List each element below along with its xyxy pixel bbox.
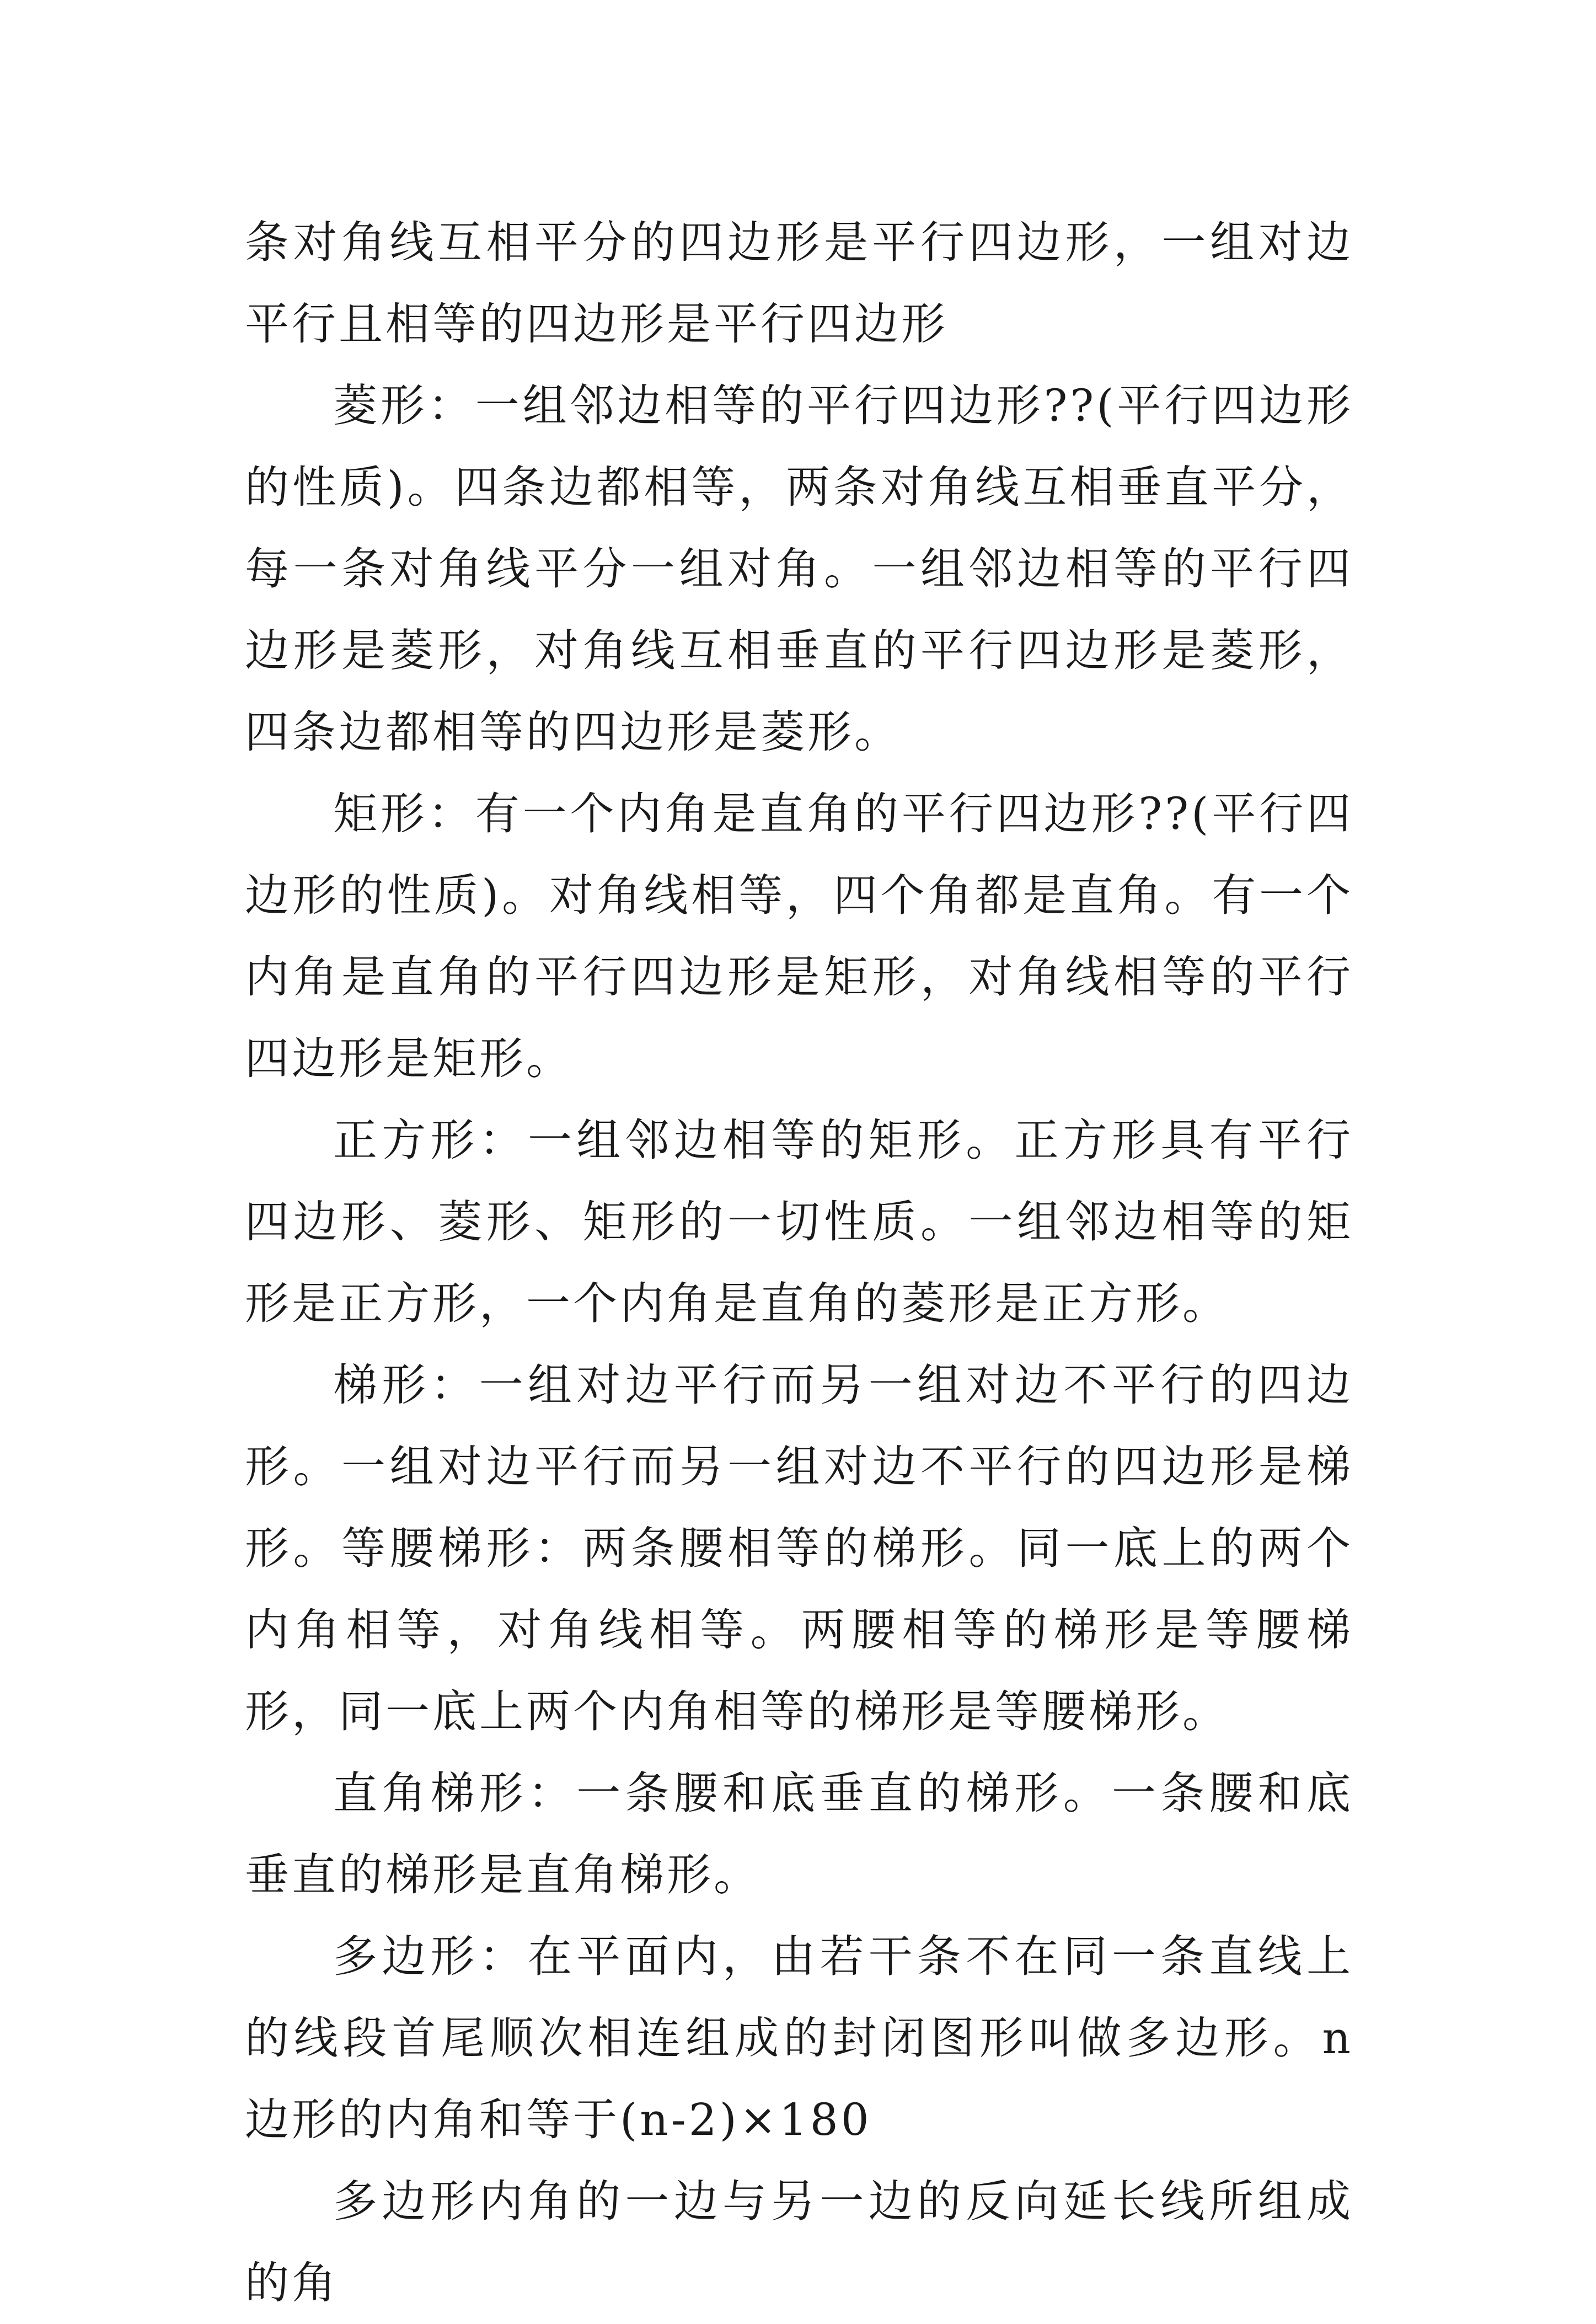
paragraph-square: 正方形：一组邻边相等的矩形。正方形具有平行四边形、菱形、矩形的一切性质。一组邻边相等的矩形是正方形，一个内角是直角的菱形是正方形。 bbox=[245, 1115, 1353, 1329]
paragraph-trapezoid: 梯形：一组对边平行而另一组对边不平行的四边形。一组对边平行而另一组对边不平行的四边形是梯形。等腰梯形：两条腰相等的梯形。同一底上的两个内角相等，对角线相等。两腰相等的梯形是等腰梯形，同一底上两个内角相等的梯形是等腰梯形。 bbox=[245, 1359, 1353, 1737]
paragraph-parallelogram-criteria: 条对角线互相平分的四边形是平行四边形，一组对边平行且相等的四边形是平行四边形 bbox=[245, 217, 1353, 350]
paragraph-right-trapezoid: 直角梯形：一条腰和底垂直的梯形。一条腰和底垂直的梯形是直角梯形。 bbox=[245, 1768, 1353, 1900]
paragraph-rectangle: 矩形：有一个内角是直角的平行四边形??(平行四边形的性质)。对角线相等，四个角都是直角。有一个内角是直角的平行四边形是矩形，对角线相等的平行四边形是矩形。 bbox=[245, 788, 1353, 1084]
paragraph-rhombus: 菱形：一组邻边相等的平行四边形??(平行四边形的性质)。四条边都相等，两条对角线互相垂直平分，每一条对角线平分一组对角。一组邻边相等的平行四边形是菱形，对角线互相垂直的平行四边形是菱形，四条边都相等的四边形是菱形。 bbox=[245, 380, 1353, 758]
paragraph-exterior-angle: 多边形内角的一边与另一边的反向延长线所组成的角 bbox=[245, 2176, 1353, 2309]
document-body bbox=[245, 202, 1353, 2324]
paragraph-polygon: 多边形：在平面内，由若干条不在同一条直线上的线段首尾顺次相连组成的封闭图形叫做多边形。n边形的内角和等于(n-2)×180 bbox=[245, 1931, 1353, 2145]
